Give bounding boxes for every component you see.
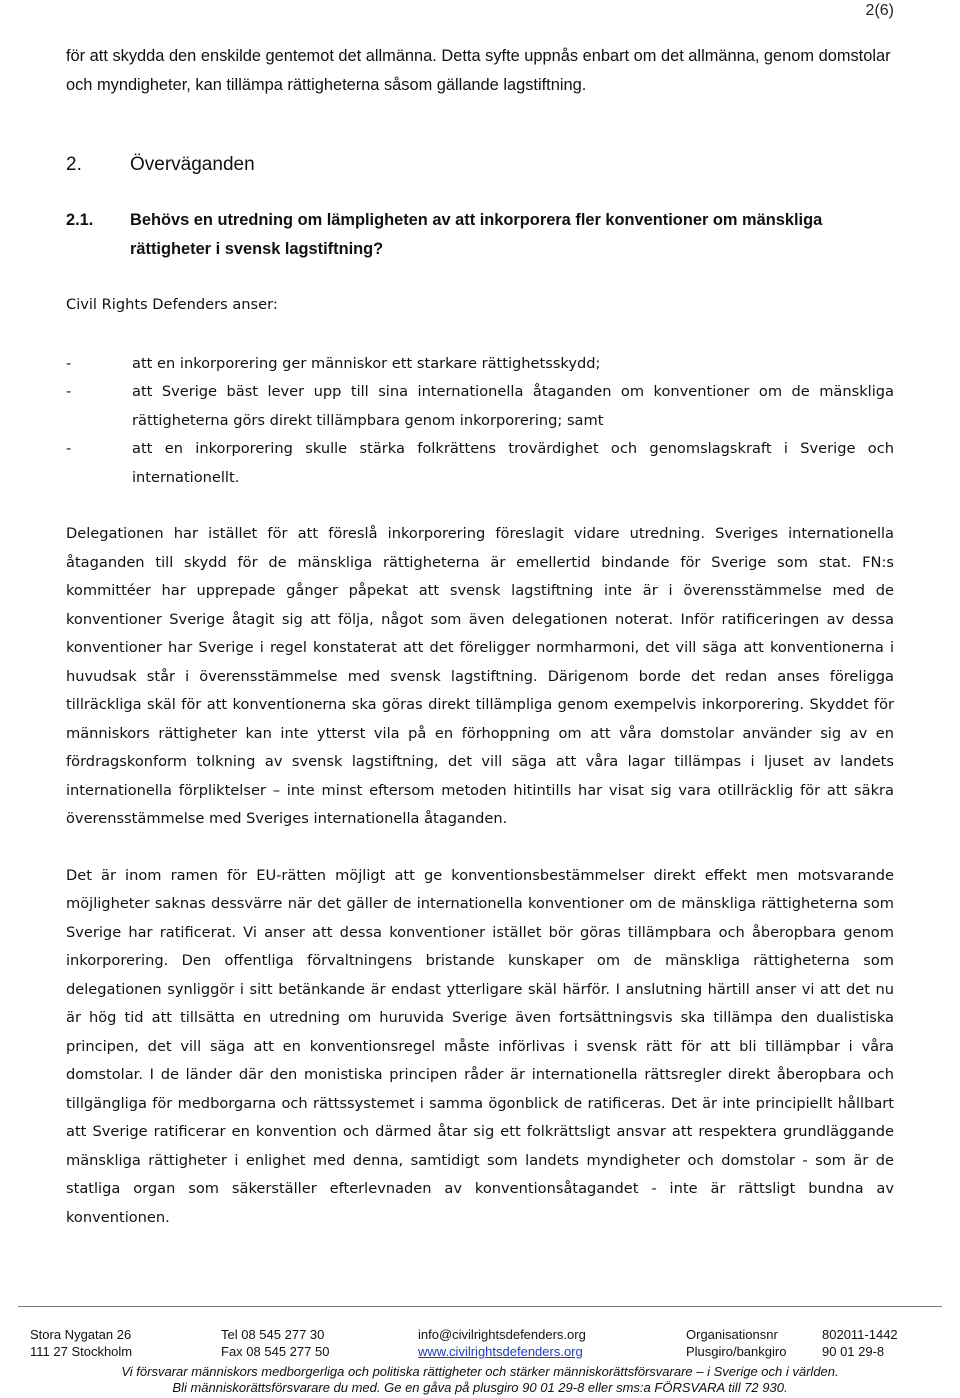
footer-divider	[18, 1306, 942, 1307]
bullet-text: att Sverige bäst lever upp till sina internationella åtaganden om konventioner om de mänskliga rättigheterna görs direkt tillämpbara genom inkorporering; samt	[132, 383, 894, 429]
list-item	[66, 350, 894, 379]
paragraph-1: Delegationen har istället för att föreslå inkorporering föreslagit vidare utredning. Sveriges internationella åtaganden till skydd för de mänskliga rättigheterna är emellertid bindande för Sverige som stat. FN:s kommittéer har upprepade gånger påpekat att svensk lagstiftning inte är i överensstämmelse med de konventioner Sverige åtagit sig att följa, något som även delegationen noterat. Inför ratificeringen av dessa konventioner har Sverige i regel konstaterat att det föreligger normharmoni, det vill säga att konventionerna i huvudsak står i överensstämmelse med svensk lagstiftning. Därigenom borde det redan anses föreligga tillräckliga skäl för att konventionerna ska göras direkt tillämpliga genom exempelvis inkorporering. Skyddet för människors rättigheter kan inte ytterst vila på en förhoppning om att våra domstolar använder sig av en fördragskonform tolkning av svensk lagstiftning, det vill säga att våra lagar tillämpas i ljuset av landets internationella förpliktelser – inte minst eftersom metoden hitintills har visat sig vara otillräcklig för att säkra överensstämmelse med Sveriges internationella åtaganden.	[66, 525, 894, 827]
bullet-list	[66, 350, 894, 493]
bullet-dash: -	[66, 440, 72, 457]
document-body	[66, 42, 894, 1232]
intro-paragraph: för att skydda den enskilde gentemot det allmänna. Detta syfte uppnås enbart om det allmänna, genom domstolar och myndigheter, kan tillämpa rättigheterna såsom gällande lagstiftning.	[66, 47, 891, 94]
footer-org-number: 802011-1442	[822, 1327, 898, 1342]
lead-text: Civil Rights Defenders anser:	[66, 296, 278, 313]
page-number: 2(6)	[865, 2, 894, 19]
list-item	[66, 435, 894, 492]
footer-org-label: Organisationsnr	[686, 1327, 778, 1342]
footer-tagline: Vi försvarar människors medborgerliga och politiska rättigheter och stärker människorättsförsvarare – i Sverige och i världen.	[121, 1364, 839, 1379]
footer-fax: Fax 08 545 277 50	[221, 1344, 330, 1359]
subsection-number: 2.1.	[66, 211, 94, 229]
bullet-text: att en inkorporering ger människor ett starkare rättighetsskydd;	[132, 354, 601, 372]
section-number: 2.	[66, 154, 82, 175]
list-item	[66, 378, 894, 435]
bullet-text: att en inkorporering skulle stärka folkrättens trovärdighet och genomslagskraft i Sverige och internationellt.	[132, 440, 894, 486]
bullet-dash: -	[66, 383, 72, 400]
footer-donation-text: Bli människorättsförsvarare du med. Ge en gåva på plusgiro 90 01 29-8 eller sms:a FÖRSVARA till 72 930.	[172, 1380, 788, 1395]
subsection-heading	[66, 206, 894, 263]
footer-giro-number: 90 01 29-8	[822, 1344, 885, 1359]
subsection-title: Behövs en utredning om lämpligheten av att inkorporera fler konventioner om mänskliga rättigheter i svensk lagstiftning?	[130, 211, 823, 258]
footer-phone: Tel 08 545 277 30	[221, 1327, 325, 1342]
section-title: Överväganden	[130, 154, 255, 175]
footer-address-street: Stora Nygatan 26	[30, 1327, 132, 1342]
footer-address-city: 111 27 Stockholm	[30, 1344, 133, 1359]
bullet-dash: -	[66, 354, 72, 372]
footer-email-link[interactable]: info@civilrightsdefenders.org	[418, 1327, 586, 1342]
footer-website-link[interactable]: www.civilrightsdefenders.org	[418, 1344, 583, 1359]
footer-giro-label: Plusgiro/bankgiro	[686, 1344, 787, 1359]
footer-row-2	[0, 1343, 960, 1360]
paragraph-2: Det är inom ramen för EU-rätten möjligt att ge konventionsbestämmelser direkt effekt men motsvarande möjligheter saknas dessvärre när det gäller de internationella konventioner om de mänskliga rättigheterna som Sverige har ratificerat. Vi anser att dessa konventioner istället bör göras tillämpbara och åberopbara genom inkorporering. Den offentliga förvaltningens bristande kunskaper om de mänskliga rättigheterna som delegationen synliggör i sitt betänkande är endast ytterligare skäl härför. I anslutning härtill anser vi att det nu är hög tid att tillsätta en utredning om huruvida Sverige även fortsättningsvis ska tillämpa den dualistiska principen, det vill säga att en konventionsregel måste införlivas i svensk rätt för att bli tillämpbar i våra domstolar. I de länder där den monistiska principen råder är internationella rättsregler direkt åberopbara och tillgängliga för medborgarna och rättssystemet i samma ögonblick de ratificeras. Det är inte principiellt hållbart att Sverige ratificerar en konvention och därmed åtar sig ett folkrättsligt ansvar att respektera grundläggande mänskliga rättigheter i enlighet med denna, samtidigt som landets myndigheter och domstolar - som är de statliga organ som säkerställer efterlevnaden av konventionsåtagandet - inte är rättsligt bundna av konventionen.	[66, 866, 894, 1226]
footer-row-1	[0, 1326, 960, 1343]
section-heading	[66, 151, 894, 179]
